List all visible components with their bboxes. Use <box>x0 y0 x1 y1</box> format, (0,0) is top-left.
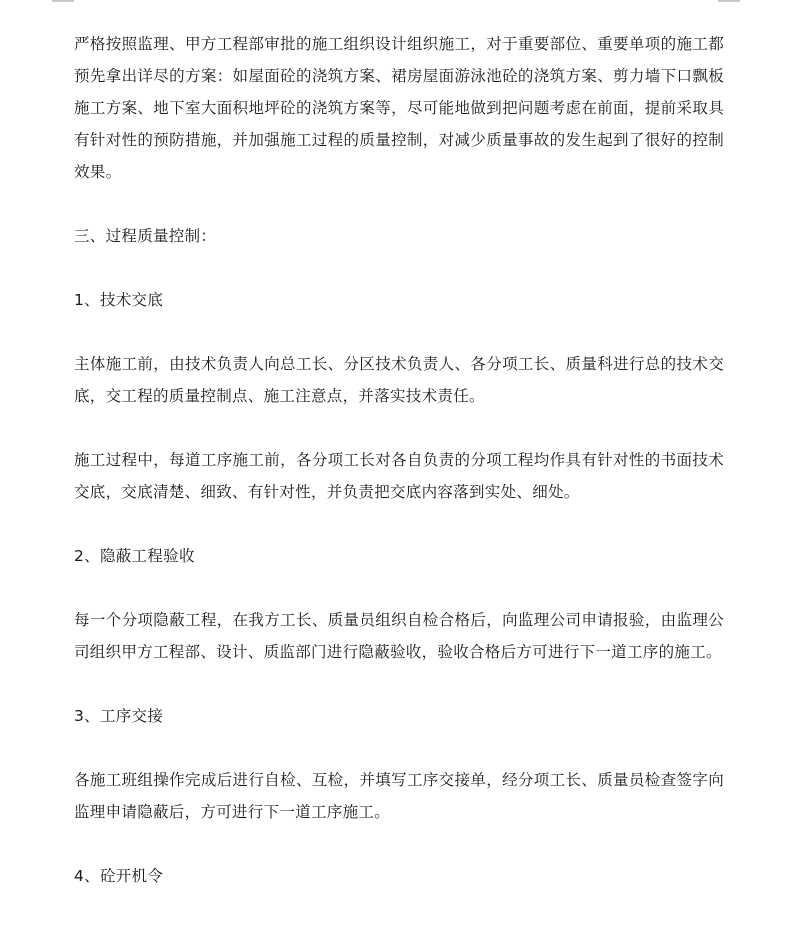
section-heading-process-quality-control: 三、过程质量控制： <box>74 227 217 245</box>
document-page <box>74 28 724 892</box>
paragraph-concealed-works-acceptance: 每一个分项隐蔽工程，在我方工长、质量员组织自检合格后，向监理公司申请报验，由监理公司组织甲方工程部、设计、质监部门进行隐蔽验收，验收合格后方可进行下一道工序的施工。 <box>74 611 724 661</box>
subheading-concealed-works-acceptance: 2、隐蔽工程验收 <box>74 547 195 565</box>
subheading-technical-briefing: 1、技术交底 <box>74 291 164 309</box>
paragraph-briefing-during-construction: 施工过程中，每道工序施工前，各分项工长对各自负责的分项工程均作具有针对性的书面技术交底，交底清楚、细致、有针对性，并负责把交底内容落到实处、细处。 <box>74 451 724 501</box>
subheading-process-handover: 3、工序交接 <box>74 707 164 725</box>
paragraph-process-handover: 各施工班组操作完成后进行自检、互检，并填写工序交接单，经分项工长、质量员检查签字向监理申请隐蔽后，方可进行下一道工序施工。 <box>74 771 724 821</box>
page-top-rule-left <box>52 0 74 2</box>
paragraph-construction-plan: 严格按照监理、甲方工程部审批的施工组织设计组织施工，对于重要部位、重要单项的施工都预先拿出详尽的方案：如屋面砼的浇筑方案、裙房屋面游泳池砼的浇筑方案、剪力墙下口飘板施工方案、地下室大面积地坪砼的浇筑方案等，尽可能地做到把问题考虑在前面，提前采取具有针对性的预防措施，并加强施工过程的质量控制，对减少质量事故的发生起到了很好的控制效果。 <box>74 35 724 181</box>
page-top-rule-right <box>718 0 740 2</box>
paragraph-briefing-before-main: 主体施工前，由技术负责人向总工长、分区技术负责人、各分项工长、质量科进行总的技术交底，交工程的质量控制点、施工注意点，并落实技术责任。 <box>74 355 724 405</box>
subheading-concrete-pour-order: 4、砼开机令 <box>74 867 164 885</box>
